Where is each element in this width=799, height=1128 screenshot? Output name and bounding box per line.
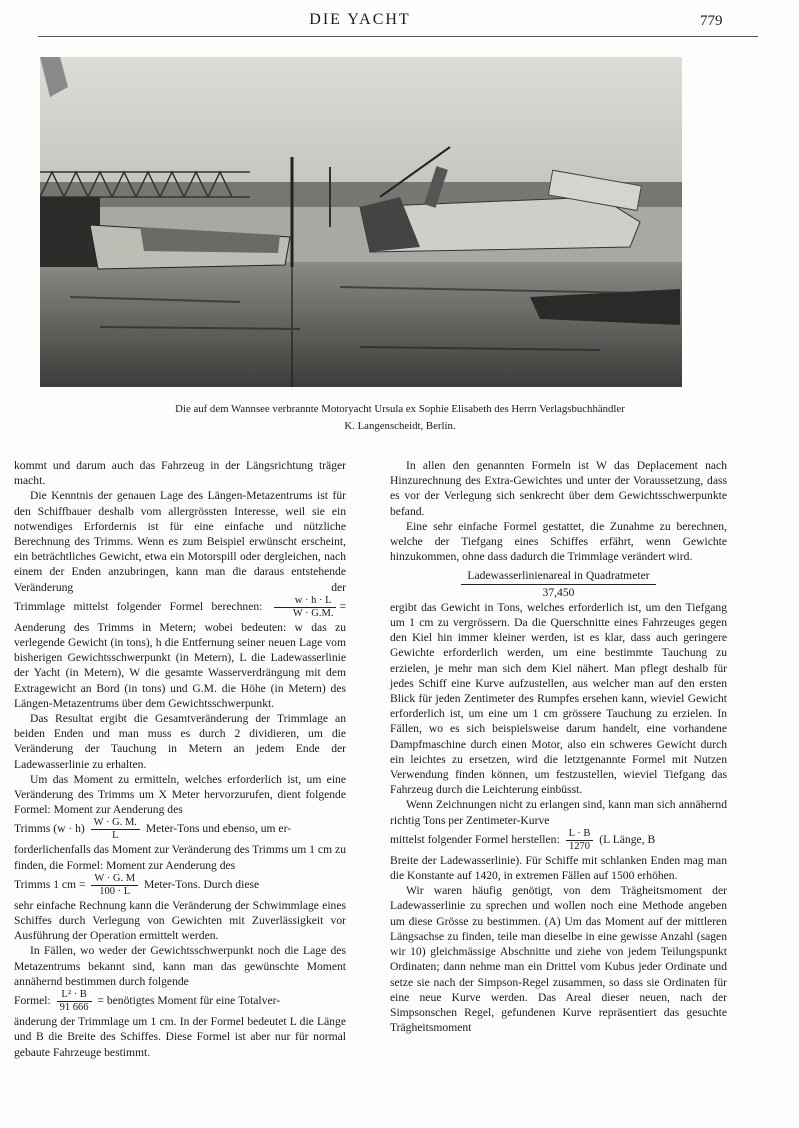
paragraph: änderung der Trimmlage um 1 cm. In der Formel bedeutet L die Länge und B die Breite des Schiffes. Diese Formel ist aber nur für normal gebaute Fahrzeuge bestimmt.: [14, 1015, 346, 1059]
formula-moment: [14, 817, 346, 842]
paragraph: In allen den genannten Formeln ist W das Deplacement nach Hinzurechnung des Extra-Gewichtes und unter der Voraussetzung, dass es vor der Verlegung sich senkrecht über dem Gewichtsschwerpunkte befand.: [390, 459, 727, 518]
fraction-denominator: W · G.M.: [274, 607, 337, 620]
paragraph-text: Aenderung des Trimms in Metern; wobei bedeuten: w das zu verlegende Gewicht (in tons), h die Entfernung seiner neuen Lage vom bisherigen Gewichtsschwerpunkt (in Metern), L die Ladewasserlinie der Yacht (in Metern), W die gesamte Wasserverdrängung mit dem Extragewicht an Bord (in tons) und G.M. die Höhe (in Metern) des Längen-Metazentrums über dem Gewichtsschwerpunkt.: [14, 620, 346, 710]
formula-label: mittelst folgender Formel herstellen:: [390, 833, 560, 847]
photo-illustration: [40, 57, 682, 387]
paragraph-text: Die Kenntnis der genauen Lage des Längen-Metazentrums ist für den Schiffbauer deshalb vom allergrössten Interesse, weil sie ein notwendiges Erfordernis ist für eine einfache und nützliche Berechnung des Trimms. Wenn es zum Beispiel erwünscht erscheint, ein beträchtliches Gewicht, etwa ein Motorspill oder dergleichen, nach einem der Enden anzubringen, kann man die daraus entstehende Veränderung der: [14, 489, 346, 594]
formula-area: [390, 568, 727, 599]
formula-label: Trimms 1 cm =: [14, 878, 86, 892]
paragraph: Wir waren häufig genötigt, von dem Trägheitsmoment der Ladewasserlinie zu sprechen und wollen noch eine Methode angeben um diese Grösse zu bestimmen. (A) Um das Moment auf der mittleren Längsachse zu finden, teile man dieselbe in eine gewisse Anzahl (sagen wir 10) gleichmässige Abschnitte und ziehe von jedem Teilungspunkt Ordinaten; dann nehme man ein Drittel vom Kubus jeder Ordinate und setze sie nach der Simpson-Regel zusammen, so dass sie Ordinaten für eine neue Kurve werden. Das Areal dieser neuen, nach der Simpsonschen Regel, gefundenen Kurve repräsentiert das gesuchte Trägheitsmoment: [390, 884, 727, 1035]
fraction: [566, 828, 594, 853]
paragraph: Das Resultat ergibt die Gesamtveränderung der Trimmlage an beiden Enden und man muss es durch 2 dividieren, um die Veränderung der Tauchung in Metern an jedem Ende der Ladewasserlinie zu erhalten.: [14, 712, 346, 771]
header-rule: [38, 36, 758, 37]
fraction: [91, 873, 138, 898]
formula-label: Trimmlage mittelst folgender Formel berechnen:: [14, 599, 263, 613]
formula-total: [14, 989, 346, 1014]
fraction-denominator: 100 · L: [91, 885, 138, 898]
paragraph: ergibt das Gewicht in Tons, welches erforderlich ist, um den Tiefgang um 1 cm zu vergrössern. Da die Querschnitte eines Fahrzeuges gegen den Kiel hin immer kleiner werden, ist es klar, dass auch geringere Gewichte erforderlich werden, um eine bestimmte Tauchung zu erzielen, je mehr man sich dem Kiel nähert. Man pflegt deshalb für jedes Schiff eine Kurve aufzustellen, aus welcher man auf den ersten Blick für jeden Zentimeter des Rumpfes ersehen kann, wieviel Gewicht erforderlich ist, um eine um 1 cm grössere Tauchung zu erzielen. In Fällen, wo es sich beispielsweise darum handelt, eine vorhandene Dampfmaschine durch einen Motor, also ein schweres Gewicht durch ein leichtes zu ersetzen, wird die letztgenannte Formel mit Nutzen Verwendung finden können, um festzustellen, wieviel Tiefgang das Fahrzeug durch die Leichterung einbüsst.: [390, 600, 727, 797]
paragraph: [14, 772, 346, 818]
fraction-numerator: W · G. M.: [93, 817, 137, 829]
fraction-denominator: L: [91, 829, 140, 842]
paragraph-text: Um das Moment zu ermitteln, welches erforderlich ist, um eine Veränderung des Trimms um X Meter hervorzurufen, dient folgende Formel: Moment zur Aenderung des: [14, 772, 346, 817]
paragraph: Eine sehr einfache Formel gestattet, die Zunahme zu berechnen, welche der Tiefgang eines Schiffes erfährt, wenn Gewichte hinzukommen, ohne dass dadurch die Trimmlage verändert wird.: [390, 519, 727, 564]
fraction-denominator: 1270: [566, 840, 594, 853]
fraction-numerator: Ladewasserlinienareal in Quadratmeter: [461, 568, 655, 584]
caption-line-2: K. Langenscheidt, Berlin.: [344, 420, 456, 432]
formula-label: Trimms (w · h): [14, 822, 85, 836]
fraction: [57, 989, 92, 1014]
paragraph: Wenn Zeichnungen nicht zu erlangen sind, kann man sich annähernd richtig Tons per Zentimeter-Kurve: [390, 798, 727, 827]
formula-tons-cm: [390, 828, 727, 853]
formula-tail: Meter-Tons. Durch diese: [143, 878, 260, 892]
paragraph: In Fällen, wo weder der Gewichtsschwerpunkt noch die Lage des Metazentrums bekannt sind, kann man das gewünschte Moment annähernd bestimmen durch folgende: [14, 944, 346, 988]
fraction: [91, 817, 140, 842]
formula-tail: Meter-Tons und ebenso, um er-: [145, 822, 292, 836]
fraction-numerator: L · B: [568, 827, 591, 839]
paragraph: kommt und darum auch das Fahrzeug in der Längsrichtung träger macht.: [14, 459, 346, 488]
page-number: 779: [700, 13, 723, 29]
caption-line-1: Die auf dem Wannsee verbrannte Motoryacht Ursula ex Sophie Elisabeth des Herrn Verlagsbuchhändler: [175, 403, 625, 415]
figure-caption: [40, 401, 760, 435]
fraction: [274, 595, 337, 620]
running-header: DIE YACHT: [309, 11, 411, 28]
right-column: [390, 458, 727, 1035]
paragraph: forderlichenfalls das Moment zur Veränderung des Trimms um 1 cm zu finden, die Formel: Moment zur Aenderung des: [14, 843, 346, 872]
equals-sign: =: [339, 599, 346, 613]
fraction-denominator: 37,450: [542, 585, 575, 599]
formula-tail: = benötigtes Moment für eine Totalver-: [97, 994, 281, 1008]
paragraph: Breite der Ladewasserlinie). Für Schiffe mit schlanken Enden mag man die Konstante auf 1420, in extremen Fällen auf 1500 erhöhen.: [390, 853, 727, 883]
fraction-numerator: w · h · L: [294, 594, 332, 606]
formula-label: Formel:: [14, 994, 51, 1008]
fraction-numerator: L² · B: [61, 989, 87, 1001]
photo-burnt-yacht: [40, 57, 682, 387]
fraction-denominator: 91 666: [57, 1001, 92, 1014]
formula-tail: (L Länge, B: [599, 833, 656, 847]
formula-moment-cm: [14, 873, 346, 898]
paragraph: [14, 488, 346, 711]
formula-trim: [14, 594, 346, 619]
left-column: [14, 458, 346, 1060]
paragraph: sehr einfache Rechnung kann die Veränderung der Schwimmlage eines Schiffes durch Verlegung von Gewichten mit Zuverlässigkeit vor Ausführung der Operation ermittelt werden.: [14, 898, 346, 943]
fraction-numerator: W · G. M: [94, 872, 136, 884]
